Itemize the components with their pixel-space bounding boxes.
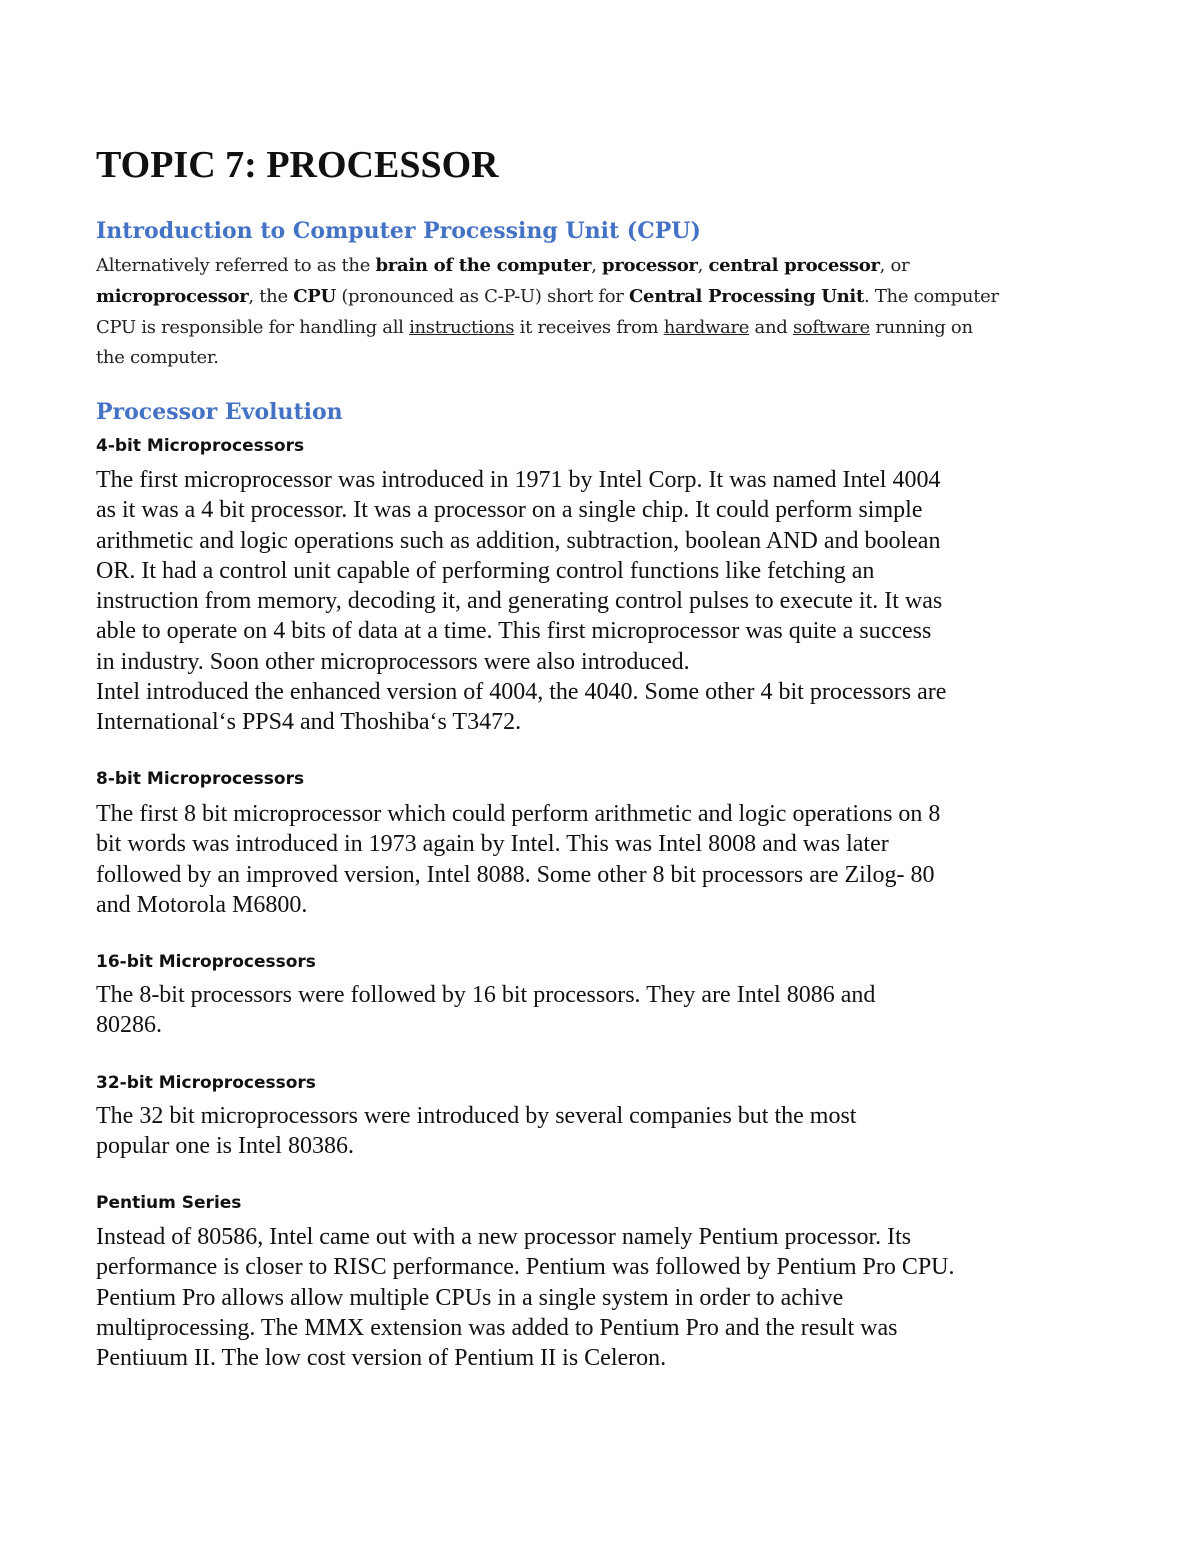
section-body-16bit bbox=[96, 980, 1056, 1041]
body-line: multiprocessing. The MMX extension was added to Pentium Pro and the result was bbox=[96, 1314, 898, 1341]
section-body-pentium bbox=[96, 1222, 1056, 1373]
intro-line bbox=[96, 282, 1056, 313]
intro-paragraph bbox=[96, 251, 1056, 374]
intro-text: , or bbox=[879, 255, 910, 276]
intro-text: , bbox=[591, 255, 603, 276]
body-line: followed by an improved version, Intel 8088. Some other 8 bit processors are Zilog- 80 bbox=[96, 861, 935, 888]
section-body-32bit bbox=[96, 1101, 1056, 1162]
intro-line bbox=[96, 313, 1056, 344]
section-heading-8bit: 8-bit Microprocessors bbox=[96, 769, 305, 789]
intro-text: Alternatively referred to as the bbox=[96, 255, 376, 276]
intro-line bbox=[96, 343, 1056, 374]
body-line: The 32 bit microprocessors were introduced by several companies but the most bbox=[96, 1103, 857, 1129]
body-line: in industry. Soon other microprocessors were also introduced. bbox=[96, 648, 690, 675]
section-body-8bit bbox=[96, 799, 1056, 920]
body-line: instruction from memory, decoding it, and generating control pulses to execute it. It was bbox=[96, 588, 943, 615]
intro-text: (pronounced as C-P-U) short for bbox=[335, 285, 630, 307]
body-line: arithmetic and logic operations such as addition, subtraction, boolean AND and boolean bbox=[96, 527, 941, 554]
software-link[interactable]: software bbox=[792, 316, 870, 338]
intro-bold-term: Central Processing Unit bbox=[629, 285, 864, 307]
body-line: The 8-bit processors were followed by 16 bit processors. They are Intel 8086 and bbox=[96, 982, 876, 1008]
intro-line bbox=[96, 251, 1056, 282]
intro-text: the computer. bbox=[96, 347, 219, 369]
section-heading-16bit: 16-bit Microprocessors bbox=[96, 952, 316, 972]
evolution-heading: Processor Evolution bbox=[96, 399, 343, 425]
section-heading-4bit: 4-bit Microprocessors bbox=[96, 436, 305, 456]
body-line: 80286. bbox=[96, 1012, 162, 1039]
intro-bold-term: central processor bbox=[708, 255, 880, 276]
body-line: and Motorola M6800. bbox=[96, 891, 308, 918]
body-line: able to operate on 4 bits of data at a time. This first microprocessor was quite a success bbox=[96, 618, 932, 645]
intro-bold-term: CPU bbox=[293, 285, 336, 307]
intro-text: . The computer bbox=[863, 285, 999, 307]
section-heading-32bit: 32-bit Microprocessors bbox=[96, 1073, 316, 1093]
body-line: OR. It had a control unit capable of performing control functions like fetching an bbox=[96, 557, 875, 584]
body-line: performance is closer to RISC performance. Pentium was followed by Pentium Pro CPU. bbox=[96, 1254, 955, 1281]
instructions-link[interactable]: instructions bbox=[409, 316, 515, 338]
body-line: The first microprocessor was introduced in 1971 by Intel Corp. It was named Intel 4004 bbox=[96, 467, 941, 493]
section-heading-pentium: Pentium Series bbox=[96, 1193, 242, 1213]
intro-text: running on bbox=[869, 316, 973, 338]
body-line: popular one is Intel 80386. bbox=[96, 1133, 354, 1160]
body-line: Intel introduced the enhanced version of 4004, the 4040. Some other 4 bit processors are bbox=[96, 679, 947, 706]
intro-bold-term: microprocessor bbox=[96, 285, 249, 307]
section-body-4bit bbox=[96, 465, 1056, 738]
intro-bold-term: brain of the computer bbox=[375, 255, 592, 276]
body-line: as it was a 4 bit processor. It was a processor on a single chip. It could perform simple bbox=[96, 497, 923, 524]
hardware-link[interactable]: hardware bbox=[663, 316, 750, 338]
intro-bold-term: processor bbox=[602, 255, 698, 276]
body-line: The first 8 bit microprocessor which could perform arithmetic and logic operations on 8 bbox=[96, 801, 941, 827]
intro-heading: Introduction to Computer Processing Unit (CPU) bbox=[96, 218, 701, 244]
body-line: bit words was introduced in 1973 again by Intel. This was Intel 8008 and was later bbox=[96, 831, 889, 858]
intro-text: and bbox=[749, 316, 793, 338]
body-line: Instead of 80586, Intel came out with a new processor namely Pentium processor. Its bbox=[96, 1224, 912, 1250]
body-line: International‘s PPS4 and Thoshiba‘s T3472. bbox=[96, 709, 522, 736]
intro-text: it receives from bbox=[514, 316, 664, 338]
body-line: Pentium Pro allows allow multiple CPUs in a single system in order to achive bbox=[96, 1284, 844, 1311]
intro-text: , the bbox=[248, 285, 294, 307]
body-line: Pentiuum II. The low cost version of Pentium II is Celeron. bbox=[96, 1345, 667, 1372]
intro-text: , bbox=[697, 255, 709, 276]
page-title: TOPIC 7: PROCESSOR bbox=[96, 144, 499, 186]
intro-text: CPU is responsible for handling all bbox=[96, 316, 410, 338]
